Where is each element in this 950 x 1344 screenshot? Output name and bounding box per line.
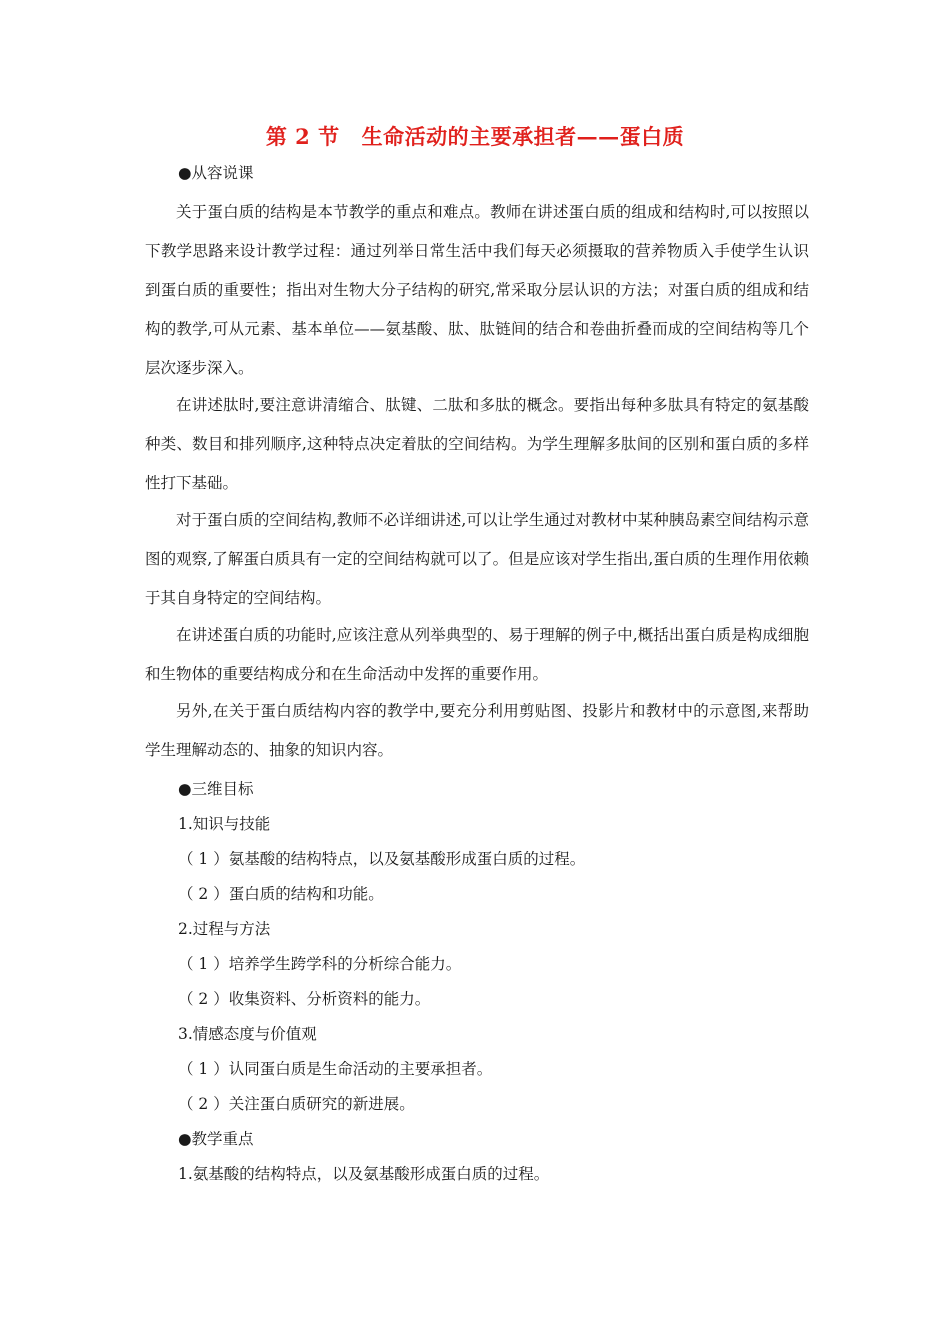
objective-group-label: 3.情感态度与价值观 bbox=[178, 1025, 317, 1043]
objective-item: （ 1 ）氨基酸的结构特点，以及氨基酸形成蛋白质的过程。 bbox=[178, 850, 586, 868]
objective-item: （ 2 ）关注蛋白质研究的新进展。 bbox=[178, 1095, 415, 1113]
objective-item: （ 2 ）蛋白质的结构和功能。 bbox=[178, 885, 384, 903]
key-point-item: 1.氨基酸的结构特点，以及氨基酸形成蛋白质的过程。 bbox=[178, 1165, 550, 1183]
objective-item: （ 1 ）认同蛋白质是生命活动的主要承担者。 bbox=[178, 1060, 493, 1078]
page-title bbox=[0, 121, 950, 153]
document-body bbox=[145, 156, 809, 1192]
title-prefix: 第 2 节 bbox=[265, 124, 340, 149]
section-heading-lesson-talk: ●从容说课 bbox=[178, 164, 254, 182]
paragraph: 在讲述蛋白质的功能时,应该注意从列举典型的、易于理解的例子中,概括出蛋白质是构成细胞和生物体的重要结构成分和在生命活动中发挥的重要作用。 bbox=[145, 626, 809, 683]
objective-group-label: 2.过程与方法 bbox=[178, 920, 271, 938]
objective-group-label: 1.知识与技能 bbox=[178, 815, 271, 833]
objective-item: （ 1 ）培养学生跨学科的分析综合能力。 bbox=[178, 955, 462, 973]
objective-item: （ 2 ）收集资料、分析资料的能力。 bbox=[178, 990, 431, 1008]
paragraph: 对于蛋白质的空间结构,教师不必详细讲述,可以让学生通过对教材中某种胰岛素空间结构示意图的观察,了解蛋白质具有一定的空间结构就可以了。但是应该对学生指出,蛋白质的生理作用依赖于其自身特定的空间结构。 bbox=[145, 511, 809, 607]
paragraph: 在讲述肽时,要注意讲清缩合、肽键、二肽和多肽的概念。要指出每种多肽具有特定的氨基酸种类、数目和排列顺序,这种特点决定着肽的空间结构。为学生理解多肽间的区别和蛋白质的多样性打下基础。 bbox=[145, 396, 809, 492]
paragraph: 另外,在关于蛋白质结构内容的教学中,要充分利用剪贴图、投影片和教材中的示意图,来帮助学生理解动态的、抽象的知识内容。 bbox=[145, 702, 809, 759]
paragraph: 关于蛋白质的结构是本节教学的重点和难点。教师在讲述蛋白质的组成和结构时,可以按照以下教学思路来设计教学过程：通过列举日常生活中我们每天必须摄取的营养物质入手使学生认识到蛋白质的重要性；指出对生物大分子结构的研究,常采取分层认识的方法；对蛋白质的组成和结构的教学,可从元素、基本单位——氨基酸、肽、肽链间的结合和卷曲折叠而成的空间结构等几个层次逐步深入。 bbox=[145, 203, 809, 377]
title-main: 生命活动的主要承担者——蛋白质 bbox=[361, 124, 685, 149]
section-heading-objectives: ●三维目标 bbox=[178, 780, 254, 798]
section-heading-key-points: ●教学重点 bbox=[178, 1130, 254, 1148]
